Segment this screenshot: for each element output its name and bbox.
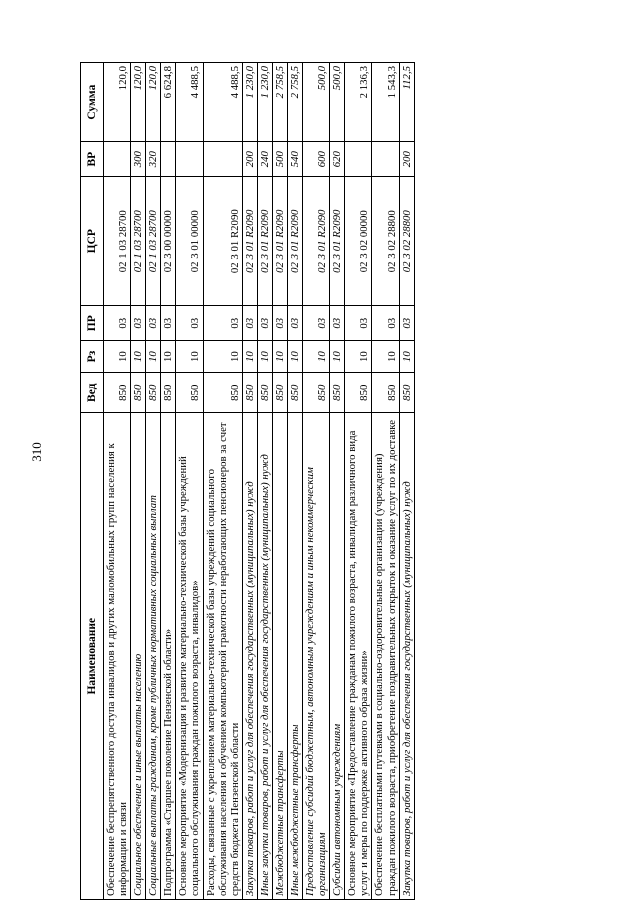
row-vr — [104, 142, 131, 177]
row-name: Социальное обеспечение и иные выплаты населению — [131, 413, 146, 900]
row-rz: 10 — [242, 341, 257, 373]
row-rz: 10 — [303, 341, 330, 373]
row-name: Предоставление субсидий бюджетным, автономным учреждениям и иным некоммерческим организациям — [303, 413, 330, 900]
row-pr: 03 — [372, 306, 399, 341]
row-name: Межбюджетные трансферты — [272, 413, 287, 900]
table-row — [242, 63, 257, 900]
row-vr: 620 — [330, 142, 345, 177]
table-row — [146, 63, 161, 900]
row-vr: 600 — [303, 142, 330, 177]
row-pr: 03 — [257, 306, 272, 341]
row-sum: 1 230,0 — [257, 63, 272, 142]
row-sum: 2 136,3 — [345, 63, 372, 142]
row-rz: 10 — [146, 341, 161, 373]
row-ved: 850 — [242, 373, 257, 413]
row-rz: 10 — [104, 341, 131, 373]
row-rz: 10 — [131, 341, 146, 373]
row-pr: 03 — [104, 306, 131, 341]
row-ved: 850 — [272, 373, 287, 413]
header-vr: ВР — [81, 142, 104, 177]
row-ved: 850 — [330, 373, 345, 413]
row-pr: 03 — [345, 306, 372, 341]
row-name: Основное мероприятие «Модернизация и развитие материально-технической базы учреждений социального обслуживания граждан пожилого возраста, инвалидов» — [176, 413, 203, 900]
table-row — [176, 63, 203, 900]
row-csr: 02 3 02 28800 — [372, 177, 399, 306]
row-vr — [161, 142, 176, 177]
row-pr: 03 — [203, 306, 242, 341]
table-header-row — [81, 63, 104, 900]
row-sum: 4 488,5 — [176, 63, 203, 142]
row-vr: 200 — [399, 142, 414, 177]
row-csr: 02 1 03 28700 — [131, 177, 146, 306]
row-ved: 850 — [288, 373, 303, 413]
row-rz: 10 — [176, 341, 203, 373]
row-pr: 03 — [176, 306, 203, 341]
table-row — [330, 63, 345, 900]
row-vr — [372, 142, 399, 177]
budget-table — [80, 62, 415, 900]
row-vr: 500 — [272, 142, 287, 177]
row-sum: 1 543,3 — [372, 63, 399, 142]
header-sum: Сумма — [81, 63, 104, 142]
row-csr: 02 3 01 R2090 — [203, 177, 242, 306]
row-pr: 03 — [288, 306, 303, 341]
header-name: Наименование — [81, 413, 104, 900]
row-pr: 03 — [303, 306, 330, 341]
row-vr — [203, 142, 242, 177]
row-rz: 10 — [257, 341, 272, 373]
header-csr: ЦСР — [81, 177, 104, 306]
row-csr: 02 3 01 R2090 — [288, 177, 303, 306]
row-vr: 240 — [257, 142, 272, 177]
row-name: Социальные выплаты гражданам, кроме публичных нормативных социальных выплат — [146, 413, 161, 900]
row-pr: 03 — [330, 306, 345, 341]
row-rz: 10 — [272, 341, 287, 373]
row-ved: 850 — [399, 373, 414, 413]
row-sum: 500,0 — [330, 63, 345, 142]
row-csr: 02 3 00 00000 — [161, 177, 176, 306]
table-row — [303, 63, 330, 900]
table-row — [104, 63, 131, 900]
table-row — [203, 63, 242, 900]
row-name: Подпрограмма «Старшее поколение Пензенской области» — [161, 413, 176, 900]
row-csr: 02 3 01 R2090 — [330, 177, 345, 306]
row-name: Закупка товаров, работ и услуг для обеспечения государственных (муниципальных) нужд — [242, 413, 257, 900]
row-sum: 1 230,0 — [242, 63, 257, 142]
row-vr — [345, 142, 372, 177]
row-ved: 850 — [345, 373, 372, 413]
row-sum: 500,0 — [303, 63, 330, 142]
row-sum: 120,0 — [104, 63, 131, 142]
row-name: Основное мероприятие «Предоставление гражданам пожилого возраста, инвалидам различного вида услуг и меры по поддержке активного образа жизни» — [345, 413, 372, 900]
row-sum: 112,5 — [399, 63, 414, 142]
header-rz: Рз — [81, 341, 104, 373]
row-rz: 10 — [288, 341, 303, 373]
table-row — [272, 63, 287, 900]
row-csr: 02 3 01 R2090 — [303, 177, 330, 306]
row-csr: 02 3 01 R2090 — [257, 177, 272, 306]
row-pr: 03 — [399, 306, 414, 341]
row-csr: 02 1 03 28700 — [146, 177, 161, 306]
row-name: Обеспечение бесплатными путевками в социально-оздоровительные организации (учреждения) граждан пожилого возраста, приобретение поздравительных открыток и оказание услуг по их доставке — [372, 413, 399, 900]
table-row — [372, 63, 399, 900]
table-row — [257, 63, 272, 900]
row-name: Закупка товаров, работ и услуг для обеспечения государственных (муниципальных) нужд — [399, 413, 414, 900]
table-row — [161, 63, 176, 900]
row-rz: 10 — [330, 341, 345, 373]
table-row — [399, 63, 414, 900]
row-ved: 850 — [372, 373, 399, 413]
row-sum: 2 758,5 — [288, 63, 303, 142]
row-ved: 850 — [146, 373, 161, 413]
row-ved: 850 — [257, 373, 272, 413]
row-rz: 10 — [399, 341, 414, 373]
row-ved: 850 — [161, 373, 176, 413]
row-ved: 850 — [203, 373, 242, 413]
row-name: Иные закупки товаров, работ и услуг для обеспечения государственных (муниципальных) нужд — [257, 413, 272, 900]
row-csr: 02 3 01 R2090 — [242, 177, 257, 306]
row-vr: 200 — [242, 142, 257, 177]
table-row — [131, 63, 146, 900]
table-row — [345, 63, 372, 900]
header-pr: ПР — [81, 306, 104, 341]
row-ved: 850 — [131, 373, 146, 413]
row-name: Расходы, связанные с укреплением материально-технической базы учреждений социального обслуживания населения и обучением компьютерной грамотности неработающих пенсионеров за счет средств бюджета Пензенской области — [203, 413, 242, 900]
row-pr: 03 — [272, 306, 287, 341]
row-sum: 4 488,5 — [203, 63, 242, 142]
row-sum: 6 624,8 — [161, 63, 176, 142]
row-sum: 120,0 — [146, 63, 161, 142]
rotated-page-area — [80, 62, 640, 900]
row-name: Субсидии автономным учреждениям — [330, 413, 345, 900]
row-sum: 2 758,5 — [272, 63, 287, 142]
row-ved: 850 — [176, 373, 203, 413]
row-ved: 850 — [104, 373, 131, 413]
row-csr: 02 3 01 00000 — [176, 177, 203, 306]
row-pr: 03 — [131, 306, 146, 341]
row-sum: 120,0 — [131, 63, 146, 142]
table-container — [80, 62, 640, 900]
row-csr: 02 3 02 28800 — [399, 177, 414, 306]
row-vr — [176, 142, 203, 177]
row-rz: 10 — [161, 341, 176, 373]
row-ved: 850 — [303, 373, 330, 413]
row-csr: 02 3 01 R2090 — [272, 177, 287, 306]
header-ved: Вед — [81, 373, 104, 413]
row-pr: 03 — [242, 306, 257, 341]
row-name: Иные межбюджетные трансферты — [288, 413, 303, 900]
row-vr: 300 — [131, 142, 146, 177]
row-vr: 320 — [146, 142, 161, 177]
table-row — [288, 63, 303, 900]
row-rz: 10 — [203, 341, 242, 373]
row-name: Обеспечение беспрепятственного доступа инвалидов и других маломобильных групп населения к информации и связи — [104, 413, 131, 900]
row-csr: 02 3 02 00000 — [345, 177, 372, 306]
row-vr: 540 — [288, 142, 303, 177]
row-rz: 10 — [345, 341, 372, 373]
row-pr: 03 — [146, 306, 161, 341]
row-csr: 02 1 03 28700 — [104, 177, 131, 306]
page-number: 310 — [29, 442, 44, 462]
row-pr: 03 — [161, 306, 176, 341]
row-rz: 10 — [372, 341, 399, 373]
